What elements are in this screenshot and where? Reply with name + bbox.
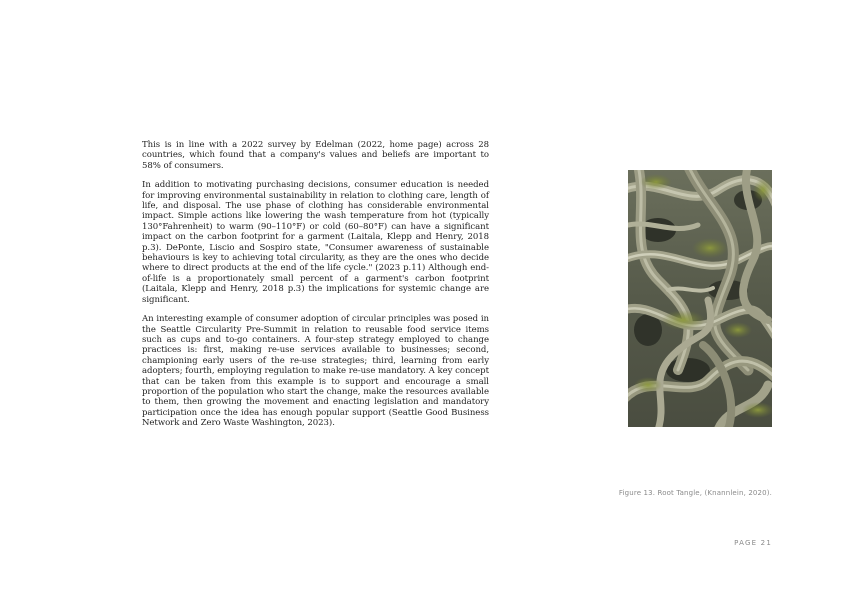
- body-paragraph-2: In addition to motivating purchasing decisions, consumer education is needed for improving environmental sustainability in relation to clothing care, length of life, and disposal. The use phase of clothing has considerable environmental impact. Simple actions like lowering the wash temperature from hot (typically 130°Fahrenheit) to warm (90–110°F) or cold (60–80°F) can have a significant impact on the carbon footprint for a garment (Laitala, Klepp and Henry, 2018 p.3). DePonte, Liscio and Sospiro state, "Consumer awareness of sustainable behaviours is key to achieving total circularity, as they are the ones who decide where to direct products at the end of the life cycle." (2023 p.11) Although end-of-life is a proportionately small percent of a garment's carbon footprint (Laitala, Klepp and Henry, 2018 p.3) the implications for systemic change are significant.: [142, 180, 489, 305]
- page-number: PAGE 21: [734, 539, 772, 547]
- body-paragraph-1: This is in line with a 2022 survey by Edelman (2022, home page) across 28 countries, which found that a company's values and beliefs are important to 58% of consumers.: [142, 140, 489, 171]
- root-tangle-photo: [628, 170, 772, 427]
- body-text-column: [142, 140, 489, 438]
- figure-caption: Figure 13. Root Tangle, (Knannlein, 2020).: [618, 489, 772, 497]
- body-paragraph-3: An interesting example of consumer adoption of circular principles was posed in the Seattle Circularity Pre-Summit in relation to reusable food service items such as cups and to-go containers. A four-step strategy employed to change practices is: first, making re-use services available to businesses; second, championing early users of the re-use strategies; third, learning from early adopters; fourth, employing regulation to make re-use mandatory. A key concept that can be taken from this example is to support and encourage a small proportion of the population who start the change, make the resources available to them, then growing the movement and enacting legislation and mandatory participation once the idea has enough popular support (Seattle Good Business Network and Zero Waste Washington, 2023).: [142, 314, 489, 429]
